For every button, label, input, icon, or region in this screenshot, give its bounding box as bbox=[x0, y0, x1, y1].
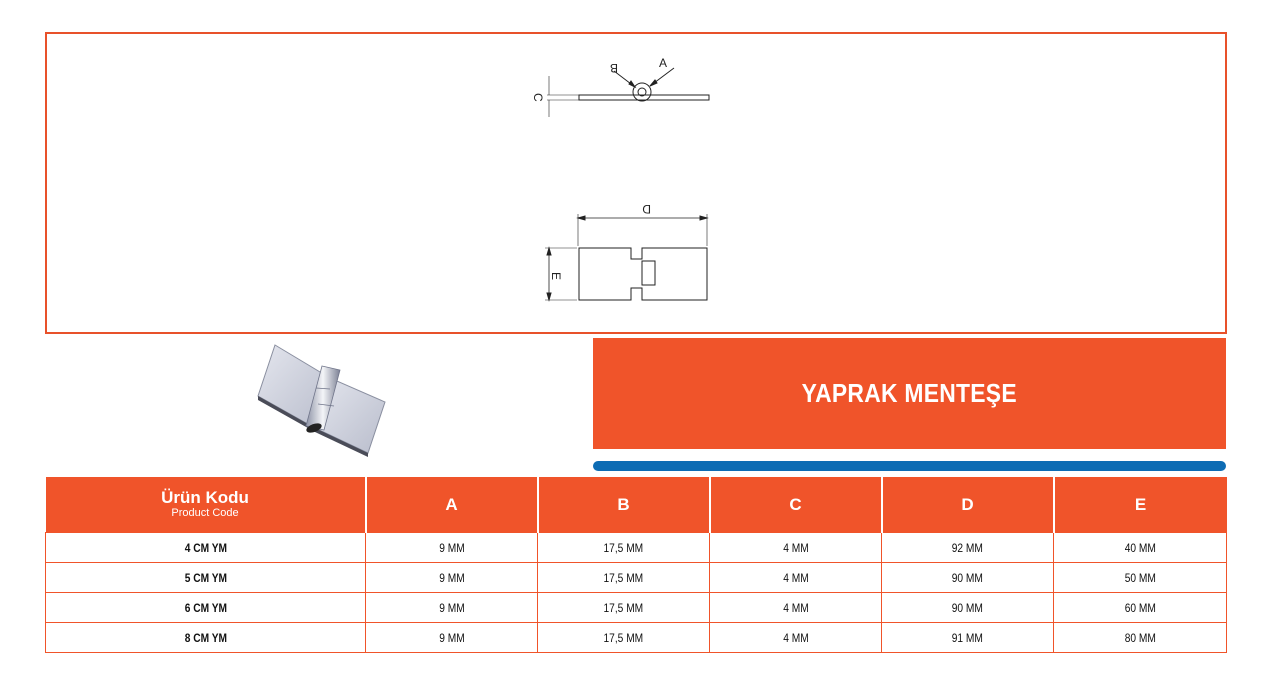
technical-drawing bbox=[47, 34, 1225, 332]
cell-d: 90 MM bbox=[882, 593, 1054, 623]
cell-e: 60 MM bbox=[1054, 593, 1227, 623]
cell-product-code: 4 CM YM bbox=[46, 533, 366, 563]
cell-e: 50 MM bbox=[1054, 563, 1227, 593]
header-product-code: Ürün Kodu Product Code bbox=[46, 477, 366, 533]
header-a: A bbox=[366, 477, 538, 533]
dim-label-c: C bbox=[531, 93, 545, 102]
technical-drawing-frame bbox=[45, 32, 1227, 334]
cell-b: 17,5 MM bbox=[538, 533, 710, 563]
header-b: B bbox=[538, 477, 710, 533]
header-d: D bbox=[882, 477, 1054, 533]
top-view-plate bbox=[579, 248, 707, 300]
table-row bbox=[46, 593, 1227, 623]
cell-c: 4 MM bbox=[710, 623, 882, 653]
top-view-knuckle bbox=[642, 261, 655, 285]
product-title: YAPRAK MENTEŞE bbox=[801, 378, 1018, 408]
cell-c: 4 MM bbox=[710, 563, 882, 593]
cell-d: 92 MM bbox=[882, 533, 1054, 563]
dim-label-a: A bbox=[659, 56, 668, 70]
table-header-row bbox=[46, 477, 1227, 533]
cell-b: 17,5 MM bbox=[538, 563, 710, 593]
header-c: C bbox=[710, 477, 882, 533]
cell-d: 91 MM bbox=[882, 623, 1054, 653]
cell-a: 9 MM bbox=[366, 593, 538, 623]
hinge-photo bbox=[250, 340, 400, 458]
cell-a: 9 MM bbox=[366, 623, 538, 653]
cell-product-code: 6 CM YM bbox=[46, 593, 366, 623]
accent-bar bbox=[593, 461, 1226, 471]
cell-c: 4 MM bbox=[710, 593, 882, 623]
cell-product-code: 8 CM YM bbox=[46, 623, 366, 653]
dim-label-e: E bbox=[549, 272, 563, 281]
header-e: E bbox=[1054, 477, 1227, 533]
dim-label-b: B bbox=[609, 61, 618, 75]
cell-e: 80 MM bbox=[1054, 623, 1227, 653]
side-view-knuckle-outer bbox=[633, 83, 651, 101]
title-banner bbox=[593, 338, 1226, 449]
cell-a: 9 MM bbox=[366, 563, 538, 593]
cell-product-code: 5 CM YM bbox=[46, 563, 366, 593]
table-row bbox=[46, 623, 1227, 653]
cell-b: 17,5 MM bbox=[538, 593, 710, 623]
dim-label-d: D bbox=[642, 202, 651, 216]
table-row bbox=[46, 563, 1227, 593]
spec-table bbox=[45, 477, 1227, 653]
cell-a: 9 MM bbox=[366, 533, 538, 563]
cell-d: 90 MM bbox=[882, 563, 1054, 593]
cell-e: 40 MM bbox=[1054, 533, 1227, 563]
table-row bbox=[46, 533, 1227, 563]
cell-c: 4 MM bbox=[710, 533, 882, 563]
cell-b: 17,5 MM bbox=[538, 623, 710, 653]
